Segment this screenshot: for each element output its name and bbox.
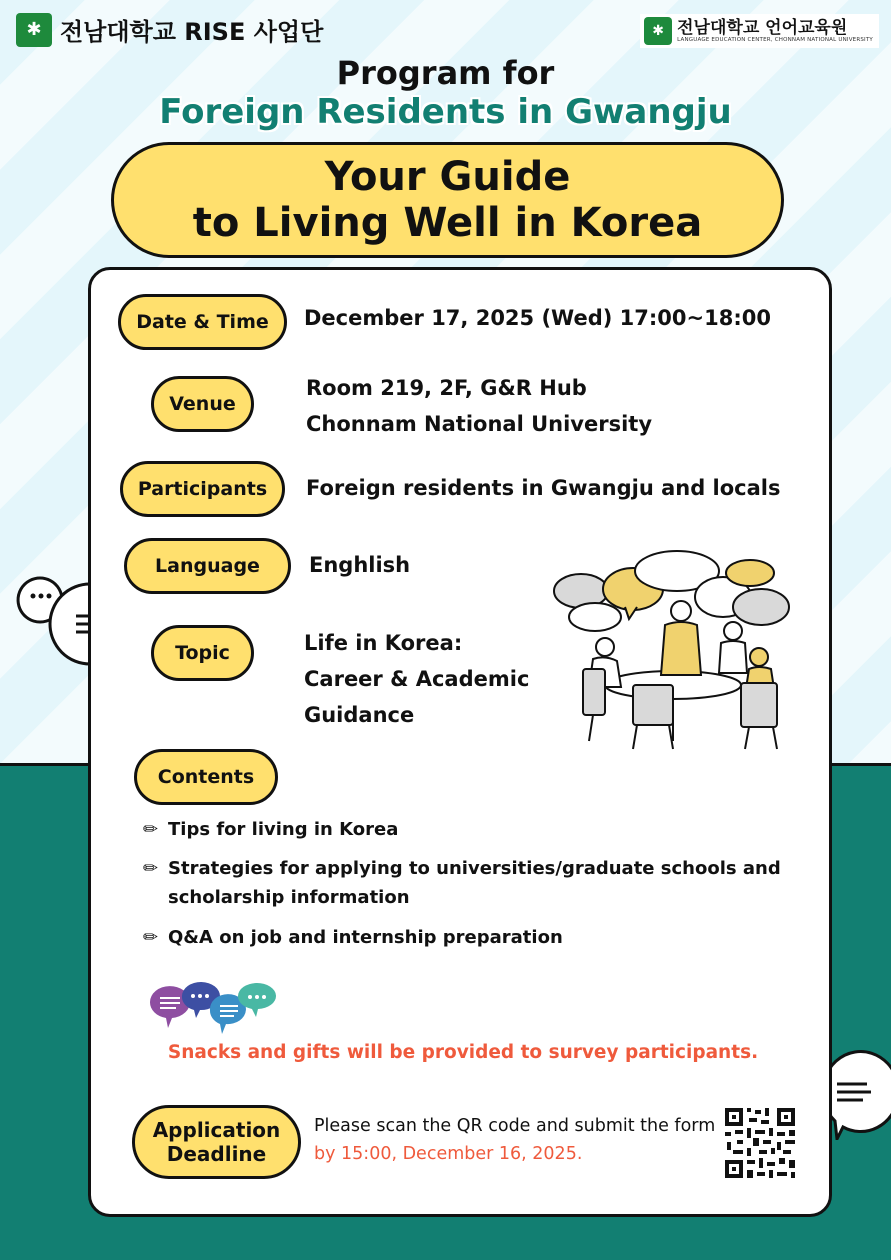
discussion-group-illustration bbox=[553, 545, 793, 750]
participants-value: Foreign residents in Gwangju and locals bbox=[306, 476, 781, 500]
language-center-name: 전남대학교 언어교육원 bbox=[677, 18, 848, 38]
topic-line-3: Guidance bbox=[304, 703, 415, 727]
pencil-icon: ✏ bbox=[143, 819, 159, 840]
deadline-description bbox=[314, 1112, 715, 1168]
topic-line-2: Career & Academic bbox=[304, 667, 530, 691]
info-card bbox=[88, 267, 832, 1217]
topic-label: Topic bbox=[151, 625, 254, 681]
date-time-value: December 17, 2025 (Wed) 17:00~18:00 bbox=[304, 306, 771, 330]
language-center-logo bbox=[640, 14, 879, 48]
contents-item bbox=[143, 854, 793, 912]
contents-item-text: Tips for living in Korea bbox=[168, 819, 399, 840]
program-subtitle: Foreign Residents in Gwangju bbox=[159, 92, 732, 132]
pencil-icon: ✏ bbox=[143, 927, 159, 948]
contents-item-text: Q&A on job and internship preparation bbox=[168, 927, 563, 948]
deadline-instruction: Please scan the QR code and submit the form bbox=[314, 1116, 716, 1136]
participants-label: Participants bbox=[120, 461, 285, 517]
language-center-subname: LANGUAGE EDUCATION CENTER, CHONNAM NATIONAL UNIVERSITY bbox=[677, 37, 873, 43]
application-deadline-label bbox=[132, 1105, 301, 1179]
contents-label: Contents bbox=[134, 749, 278, 805]
rise-logo bbox=[16, 12, 323, 47]
language-value: Enghlish bbox=[309, 553, 411, 577]
deadline-label-line-1: Application bbox=[152, 1118, 281, 1142]
pencil-icon: ✏ bbox=[143, 858, 159, 879]
language-label: Language bbox=[124, 538, 291, 594]
guide-banner bbox=[111, 142, 784, 258]
venue-line-1: Room 219, 2F, G&R Hub bbox=[306, 376, 587, 400]
program-title: Program for bbox=[336, 54, 555, 92]
banner-line-2: to Living Well in Korea bbox=[192, 200, 703, 246]
venue-label: Venue bbox=[151, 376, 254, 432]
contents-item-text: Strategies for applying to universities/graduate schools and scholarship information bbox=[168, 858, 781, 908]
date-time-label: Date & Time bbox=[118, 294, 287, 350]
chat-bubbles-icon bbox=[146, 982, 276, 1037]
snack-notice: Snacks and gifts will be provided to survey participants. bbox=[167, 1042, 759, 1063]
university-logo-icon: ✱ bbox=[644, 17, 672, 45]
rise-logo-text: 전남대학교 RISE 사업단 bbox=[60, 18, 324, 46]
deadline-label-line-2: Deadline bbox=[166, 1142, 267, 1166]
banner-line-1: Your Guide bbox=[324, 154, 571, 200]
contents-item bbox=[143, 815, 793, 844]
qr-code-icon[interactable] bbox=[723, 1106, 797, 1180]
topic-line-1: Life in Korea: bbox=[304, 631, 463, 655]
venue-line-2: Chonnam National University bbox=[306, 412, 653, 436]
university-logo-icon: ✱ bbox=[16, 13, 52, 47]
contents-item bbox=[143, 923, 793, 952]
deadline-date: by 15:00, December 16, 2025. bbox=[314, 1144, 583, 1164]
